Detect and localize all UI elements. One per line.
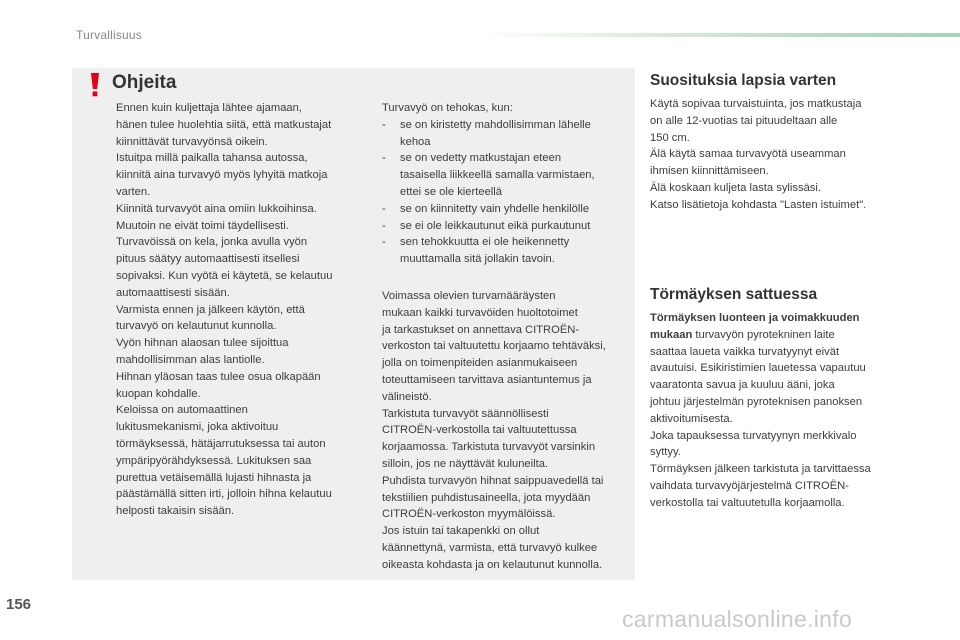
- text-line: jolla on toimenpiteiden asianmukaiseen: [382, 357, 578, 370]
- bullet-text: se on kiinnitetty vain yhdelle henkilölle: [400, 202, 590, 215]
- collision-text-column: [650, 310, 871, 512]
- children-text-column: [650, 96, 866, 214]
- bullet-text: tasaisella liikkeellä samalla varmistaen,: [400, 169, 595, 182]
- text-line: lukitusmekanismi, joka aktivoituu: [116, 421, 279, 434]
- bullet-text: ettei se ole kierteellä: [400, 185, 502, 198]
- text-line: saattaa laueta vaikka turvatyynyt eivät: [650, 345, 840, 358]
- text-line: Vyön hihnan alaosan tulee sijoittua: [116, 337, 289, 350]
- text-line: johtuu järjestelmän pyroteknisen panoksen: [650, 395, 863, 408]
- text-line: mahdollisimman alas lantiolle.: [116, 353, 265, 366]
- text-line: 150 cm.: [650, 131, 690, 144]
- text-line-bold: Törmäyksen luonteen ja voimakkuuden: [650, 312, 860, 324]
- text-line: automaattisesti sisään.: [116, 286, 230, 299]
- text-line: kiinnittävät turvavyönsä oikein.: [116, 135, 268, 148]
- text-line: korjaamossa. Tarkistuta turvavyöt varsinkin: [382, 441, 596, 454]
- text-line: pituus säätyy automaattisesti itsellesi: [116, 253, 300, 266]
- section-title-children: Suosituksia lapsia varten: [650, 72, 837, 89]
- bullet-dash: -: [382, 118, 386, 131]
- text-line: CITROËN-verkoston myymälöissä.: [382, 508, 556, 521]
- bullet-dash: -: [382, 236, 386, 249]
- text-line: Muutoin ne eivät toimi täydellisesti.: [116, 219, 289, 232]
- text-line: aktivoitumisesta.: [650, 412, 733, 425]
- watermark: carmanualsonline.info: [622, 606, 853, 632]
- text-line: Puhdista turvavyön hihnat saippuavedellä tai: [382, 474, 604, 487]
- text-line: Voimassa olevien turvamääräysten: [382, 290, 556, 302]
- text-line: ihmisen kiinnittämiseen.: [650, 165, 769, 178]
- text-line: oikeasta kohdasta ja on kelautunut kunnolla.: [382, 558, 603, 571]
- text-line: Varmista ennen ja jälkeen käytön, että: [116, 303, 305, 316]
- text-line: Törmäyksen jälkeen tarkistuta ja tarvittaessa: [650, 463, 871, 476]
- text-line: helposti takaisin sisään.: [116, 505, 235, 518]
- section-title-collision: Törmäyksen sattuessa: [650, 286, 818, 303]
- bullet-item: [382, 201, 595, 218]
- bullet-dash: -: [382, 152, 386, 165]
- text-line: Tarkistuta turvavyöt säännöllisesti: [382, 407, 549, 420]
- page-number: 156: [6, 596, 32, 613]
- text-line: Turvavöissä on kela, jonka avulla vyön: [116, 236, 308, 249]
- text-line: turvavyö on kelautunut kunnolla.: [116, 320, 277, 333]
- bullet-item: [382, 117, 595, 151]
- panel-title: Ohjeita: [112, 72, 177, 93]
- bullet-text: se ei ole leikkautunut eikä purkautunut: [400, 219, 591, 232]
- text-line: kiinnitä aina turvavyö myös lyhyitä matkoja: [116, 169, 328, 182]
- text-line: tekstiilien puhdistusaineella, jota myydään: [382, 491, 591, 504]
- text-line: kuopan kohdalle.: [116, 387, 201, 400]
- bullet-item: [382, 218, 595, 235]
- line-rest: turvavyön pyrotekninen laite: [692, 328, 835, 341]
- text-line: käännettynä, varmista, että turvavyö kulkee: [382, 541, 598, 554]
- text-line: Käytä sopivaa turvaistuinta, jos matkustaja: [650, 98, 862, 110]
- text-line: ja tarkastukset on annettava CITROËN-: [382, 323, 580, 336]
- text-line: toteuttamiseen tarvittava asiantuntemus ja: [382, 373, 592, 386]
- text-line: verkoston tai valtuutettu korjaamo tehtäväksi,: [382, 340, 606, 353]
- text-line: mukaan kaikki turvavöiden huoltotoimet: [382, 306, 578, 319]
- middle-bullet-block: [382, 100, 595, 268]
- text-line: CITROËN-verkostolla tai valtuutettussa: [382, 424, 577, 437]
- text-line: sopivaksi. Kun vyötä ei käytetä, se kelautuu: [116, 269, 333, 282]
- text-line: päästämällä sitten irti, jolloin hihna kelautuu: [116, 488, 332, 501]
- text-line: Istuitpa millä paikalla tahansa autossa,: [116, 152, 308, 165]
- text-line: [650, 327, 871, 344]
- text-line: Jos istuin tai takapenkki on ollut: [382, 525, 540, 538]
- text-line: avautuisi. Esikiristimien lauetessa vapautuu: [650, 362, 866, 375]
- text-line: Kiinnitä turvavyöt aina omiin lukkoihinsa.: [116, 202, 317, 215]
- text-line: Älä käytä samaa turvavyötä useamman: [650, 148, 846, 161]
- bullet-text: se on kiristetty mahdollisimman lähelle: [400, 118, 591, 131]
- text-line: hänen tulee huolehtia siitä, että matkustajat: [116, 118, 332, 131]
- text-line: on alle 12-vuotias tai pituudeltaan alle: [650, 114, 838, 127]
- text-line: syttyy.: [650, 446, 681, 459]
- page-header-title: Turvallisuus: [76, 28, 142, 42]
- left-text-column: [116, 100, 332, 520]
- bullet-text: muuttamalla sitä jollakin tavoin.: [400, 253, 555, 266]
- bullet-dash: -: [382, 202, 386, 215]
- text-line: Katso lisätietoja kohdasta "Lasten istuimet".: [650, 198, 867, 211]
- text-line: varten.: [116, 185, 151, 198]
- exclamation-icon: [88, 72, 102, 98]
- text-line: vaaratonta savua ja kuuluu ääni, joka: [650, 379, 835, 392]
- bullet-item: [382, 150, 595, 200]
- text-line: purettua vetäisemällä lujasti hihnasta ja: [116, 471, 312, 484]
- bullet-text: se on vedetty matkustajan eteen: [400, 152, 562, 165]
- text-line: verkostolla tai valtuutetulla korjaamolla.: [650, 496, 845, 509]
- text-line: Ennen kuin kuljettaja lähtee ajamaan,: [116, 102, 302, 114]
- text-line: silloin, jos ne näyttävät kuluneilta.: [382, 457, 549, 470]
- page-header-bar: [480, 33, 960, 37]
- bullet-text: kehoa: [400, 135, 431, 148]
- bullet-item: [382, 234, 595, 268]
- middle-text-column: [382, 288, 606, 574]
- text-line: Joka tapauksessa turvatyynyn merkkivalo: [650, 429, 857, 442]
- bullet-intro: Turvavyö on tehokas, kun:: [382, 102, 513, 114]
- text-line: ympäripyörähdyksessä. Lukituksen saa: [116, 454, 312, 467]
- text-line: välineistö.: [382, 390, 432, 403]
- text-line: Keloissa on automaattinen: [116, 404, 248, 417]
- bullet-dash: -: [382, 219, 386, 232]
- text-line: vaihdata turvavyöjärjestelmä CITROËN-: [650, 479, 849, 492]
- text-line: Älä koskaan kuljeta lasta sylissäsi.: [650, 181, 821, 194]
- text-line: törmäyksessä, hätäjarrutuksessa tai auton: [116, 437, 326, 450]
- text-line: Hihnan yläosan taas tulee osua olkapään: [116, 370, 321, 383]
- bold-word: mukaan: [650, 328, 693, 341]
- bullet-text: sen tehokkuutta ei ole heikennetty: [400, 236, 570, 249]
